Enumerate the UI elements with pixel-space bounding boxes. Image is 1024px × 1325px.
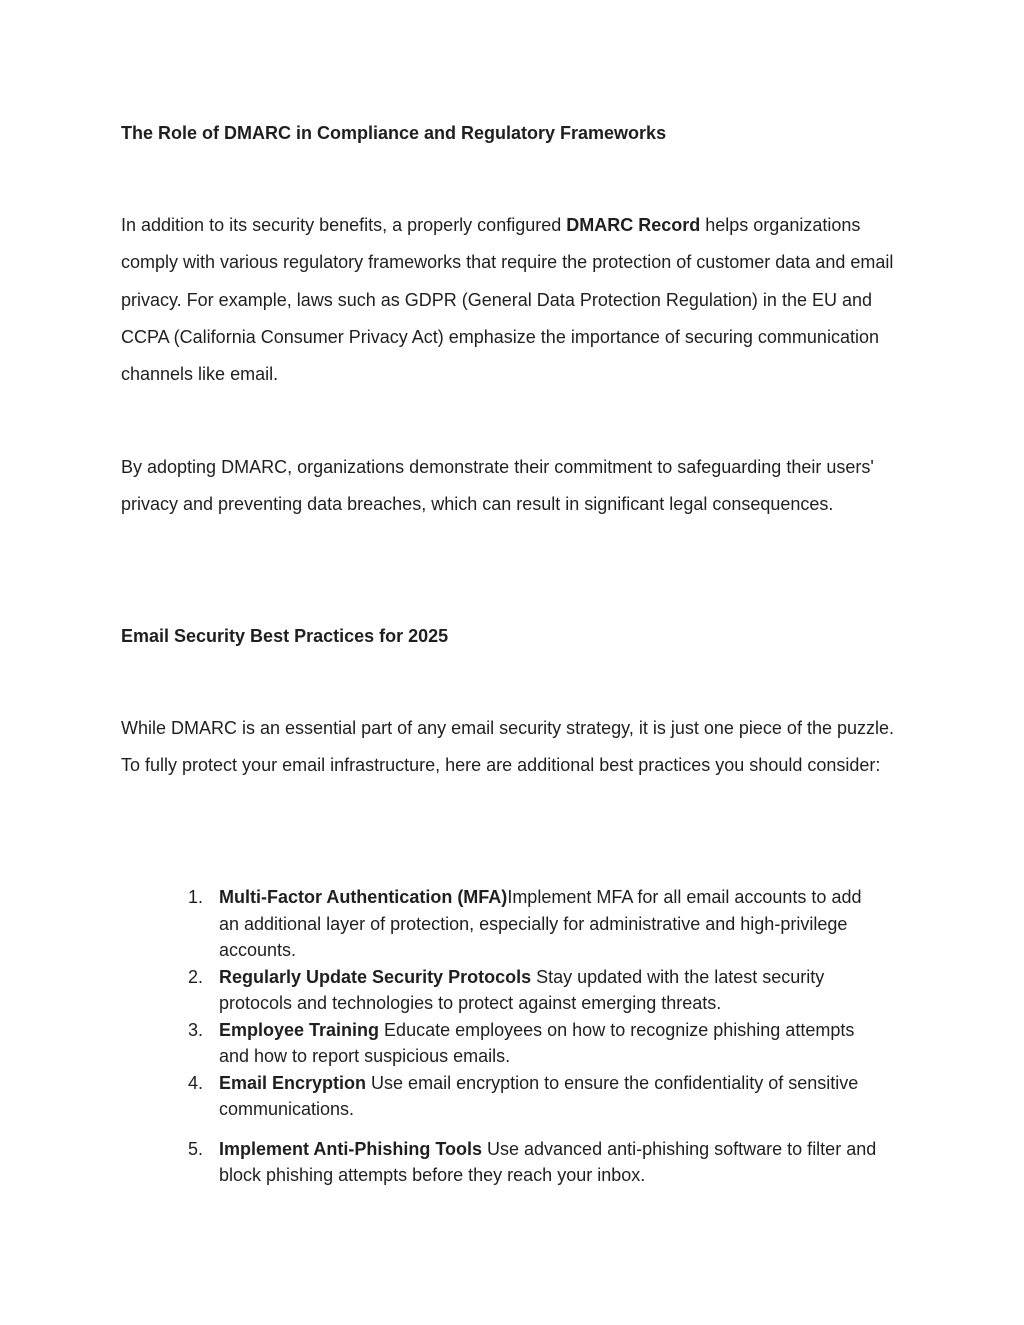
list-number: 3. [188, 1019, 204, 1040]
list-item-title: Implement Anti-Phishing Tools [219, 1138, 482, 1159]
list-number: 4. [188, 1072, 204, 1093]
section-heading-best-practices: Email Security Best Practices for 2025 [121, 626, 449, 646]
list-item-text: Use advanced anti-phishing software to filter and block phishing attempts before they reach your inbox. [219, 1138, 877, 1185]
list-item-text: Educate employees on how to recognize phishing attempts and how to report suspicious emails. [219, 1019, 855, 1066]
list-item-text: Stay updated with the latest security protocols and technologies to protect against emerging threats. [219, 966, 825, 1013]
list-item-text: Implement MFA for all email accounts to add an additional layer of protection, especially for administrative and high-privilege accounts. [219, 887, 862, 960]
list-item [121, 884, 881, 964]
list-item-title: Multi-Factor Authentication (MFA) [219, 887, 508, 907]
list-item [121, 964, 881, 1017]
paragraph-text: helps organizations comply with various regulatory frameworks that require the protection of customer data and email privacy. For example, laws such as GDPR (General Data Protection Regulation) in the EU and CCPA (California Consumer Privacy Act) emphasize the importance of securing communication channels like email. [121, 215, 894, 385]
section-heading-dmarc-compliance: The Role of DMARC in Compliance and Regulatory Frameworks [121, 123, 667, 143]
dmarc-record-bold: DMARC Record [566, 215, 701, 235]
list-item [121, 1070, 881, 1123]
list-item [121, 1017, 881, 1070]
paragraph-dmarc-compliance [121, 207, 911, 393]
list-number: 1. [188, 887, 204, 907]
list-item-title: Employee Training [219, 1019, 380, 1040]
list-item-title: Regularly Update Security Protocols [219, 966, 532, 987]
paragraph-adopting-dmarc: By adopting DMARC, organizations demonstrate their commitment to safeguarding their users' privacy and preventing data breaches, which can result in significant legal consequences. [121, 457, 874, 515]
list-item-text: Use email encryption to ensure the confidentiality of sensitive communications. [219, 1072, 859, 1119]
list-number: 2. [188, 966, 204, 987]
best-practices-list [121, 884, 881, 1189]
list-item-title: Email Encryption [219, 1072, 367, 1093]
paragraph-text: In addition to its security benefits, a properly configured [121, 215, 567, 235]
list-item [121, 1136, 881, 1189]
list-number: 5. [188, 1138, 204, 1159]
paragraph-best-practices-intro: While DMARC is an essential part of any email security strategy, it is just one piece of the puzzle. To fully protect your email infrastructure, here are additional best practices you should consider: [121, 718, 894, 776]
